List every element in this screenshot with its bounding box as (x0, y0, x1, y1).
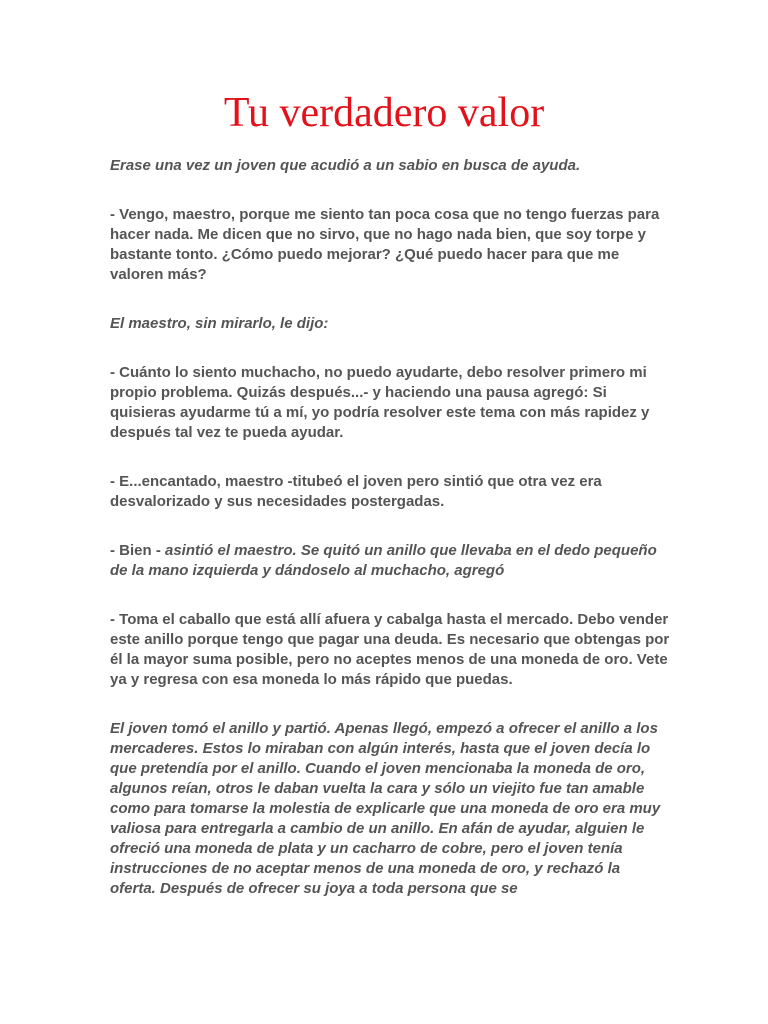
paragraph-master-reply: - Cuánto lo siento muchacho, no puedo ayudarte, debo resolver primero mi propio problema. Quizás después...- y haciendo una pausa agregó: Si quisieras ayudarme tú a mí, yo podría resolver este tema con más rapidez y después tal vez te pueda ayudar. (110, 364, 650, 441)
paragraph-intro: Erase una vez un joven que acudió a un sabio en busca de ayuda. (110, 157, 581, 174)
paragraph-master-response-intro: El maestro, sin mirarlo, le dijo: (110, 315, 329, 332)
document-title: Tu verdadero valor (223, 90, 545, 136)
document-body (110, 156, 670, 928)
paragraph-ring-handover-lead: - Bien - (110, 542, 165, 559)
paragraph-market-visit: El joven tomó el anillo y partió. Apenas llegó, empezó a ofrecer el anillo a los mercaderes. Estos lo miraban con algún interés, hasta que el joven decía lo que pretendía por el anillo. Cuando el joven mencionaba la moneda de oro, algunos reían, otros le daban vuelta la cara y sólo un viejito fue tan amable como para tomarse la molestia de explicarle que una moneda de oro era muy valiosa para entregarla a cambio de un anillo. En afán de ayudar, alguien le ofreció una moneda de plata y un cacharro de cobre, pero el joven tenía instrucciones de no aceptar menos de una moneda de oro, y rechazó la oferta. Después de ofrecer su joya a toda persona que se (110, 720, 661, 897)
paragraph-ring-handover (110, 541, 670, 581)
paragraph-ring-handover-rest: asintió el maestro. Se quitó un anillo que llevaba en el dedo pequeño de la mano izquierda y dándoselo al muchacho, agregó (110, 542, 657, 579)
paragraph-master-instructions: - Toma el caballo que está allí afuera y cabalga hasta el mercado. Debo vender este anillo porque tengo que pagar una deuda. Es necesario que obtengas por él la mayor suma posible, pero no aceptes menos de una moneda de oro. Vete ya y regresa con esa moneda lo más rápido que puedas. (110, 611, 670, 688)
paragraph-young-man-request: - Vengo, maestro, porque me siento tan poca cosa que no tengo fuerzas para hacer nada. Me dicen que no sirvo, que no hago nada bien, que soy torpe y bastante tonto. ¿Cómo puedo mejorar? ¿Qué puedo hacer para que me valoren más? (110, 206, 660, 283)
paragraph-young-man-agrees: - E...encantado, maestro -titubeó el joven pero sintió que otra vez era desvalorizado y sus necesidades postergadas. (110, 473, 602, 510)
